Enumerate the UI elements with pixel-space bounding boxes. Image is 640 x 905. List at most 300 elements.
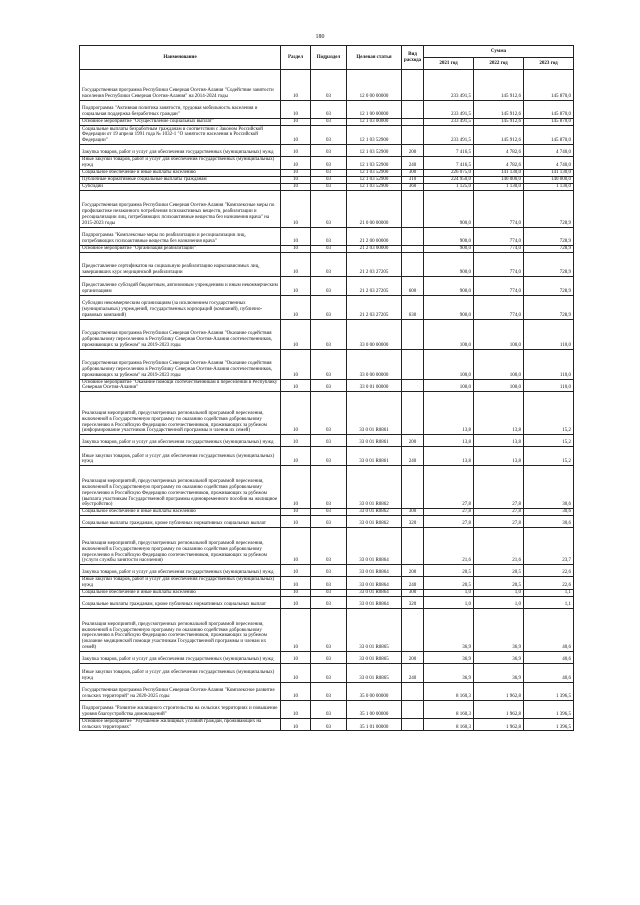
row-sum-2023: 22,6 xyxy=(524,577,574,590)
row-kind: 310 xyxy=(402,176,424,183)
row-sum-2021: 7 416,5 xyxy=(424,157,474,170)
row-kind: 630 xyxy=(402,295,424,319)
row-sum-2023: 40,6 xyxy=(524,608,574,651)
row-target: 21 2 03 27205 xyxy=(347,252,402,276)
row-sum-2022: 1 962,8 xyxy=(474,682,524,700)
row-sum-2022: 140 000,0 xyxy=(474,176,524,183)
row-target: 33 0 01 R0864 xyxy=(347,577,402,590)
row-section: 10 xyxy=(281,682,311,700)
row-sum-2023: 15,2 xyxy=(524,435,574,447)
row-section: 10 xyxy=(281,589,311,596)
row-sum-2021: 27,8 xyxy=(424,466,474,509)
row-sum-2021: 900,0 xyxy=(424,252,474,276)
row-subsection: 03 xyxy=(311,447,347,466)
row-sum-2023: 1,1 xyxy=(524,589,574,596)
row-sum-2022: 774,0 xyxy=(474,227,524,245)
row-target: 12 1 03 52900 xyxy=(347,183,402,190)
table-row xyxy=(80,252,574,276)
row-section: 10 xyxy=(281,227,311,245)
table-row xyxy=(80,663,574,682)
row-sum-2022: 145 912,6 xyxy=(474,101,524,119)
table-row xyxy=(80,145,574,157)
row-name: Государственная программа Республики Северная Осетия-Алания "Оказание содействия добровольному переселению в Республику Северная Осетия-Алания соотечественников, проживающих за рубежом" на 2019-2023 годы xyxy=(80,349,281,379)
row-name: Реализация мероприятий, предусмотренных региональной программой переселения, включенной в Государственную программу по оказанию содействия добровольному переселению в Российскую Федерацию соотечественников, проживающих за рубежом (оказание медицинской помощи участникам Государственной программы и членам их семей) xyxy=(80,608,281,651)
row-section: 10 xyxy=(281,466,311,509)
row-name: Подпрограмма "Комплексные меры по реабилитации и ресоциализации лиц, потребляющих психоактивные вещества без назначения врача" xyxy=(80,227,281,245)
row-name: Реализация мероприятий, предусмотренных региональной программой переселения, включенной в Государственную программу по оказанию содействия добровольному переселению в Российскую Федерацию соотечественников, проживающих за рубежом (услуги службы занятости населения) xyxy=(80,528,281,565)
row-name: Реализация мероприятий, предусмотренных региональной программой переселения, включенной в Государственную программу по оказанию содействия добровольному переселению в Российскую Федерацию соотечественников, проживающих за рубежом (выплата участникам Государственной программы единовременного пособия на жилищное обустройство) xyxy=(80,466,281,509)
row-subsection: 03 xyxy=(311,319,347,349)
row-sum-2023: 1 396,5 xyxy=(524,718,574,731)
row-target: 12 1 03 52900 xyxy=(347,126,402,145)
row-sum-2023: 1,1 xyxy=(524,596,574,608)
table-row xyxy=(80,190,574,227)
table-header xyxy=(80,46,574,70)
row-kind xyxy=(402,682,424,700)
row-subsection: 03 xyxy=(311,169,347,176)
row-kind: 200 xyxy=(402,435,424,447)
row-sum-2023: 728,9 xyxy=(524,252,574,276)
col-2022-header: 2022 год xyxy=(474,58,524,70)
row-target: 33 0 01 R0862 xyxy=(347,509,402,516)
row-target: 33 0 01 R0864 xyxy=(347,596,402,608)
row-kind: 600 xyxy=(402,276,424,295)
row-sum-2023: 40,6 xyxy=(524,663,574,682)
row-section: 10 xyxy=(281,252,311,276)
row-sum-2021: 27,8 xyxy=(424,509,474,516)
row-target: 33 0 01 R0864 xyxy=(347,589,402,596)
row-section: 10 xyxy=(281,276,311,295)
row-sum-2021: 1,0 xyxy=(424,596,474,608)
row-kind xyxy=(402,319,424,349)
row-sum-2022: 13,8 xyxy=(474,392,524,435)
row-subsection: 03 xyxy=(311,126,347,145)
row-target: 33 0 00 00000 xyxy=(347,349,402,379)
row-section: 10 xyxy=(281,126,311,145)
row-subsection: 03 xyxy=(311,700,347,718)
row-target: 35 1 00 00000 xyxy=(347,700,402,718)
row-target: 33 0 01 R0861 xyxy=(347,447,402,466)
table-row xyxy=(80,101,574,119)
row-kind xyxy=(402,126,424,145)
row-name: Субсидии некоммерческим организациям (за исключением государственных (муниципальных) учреждений, государственных корпораций (компаний), публично-правовых компаний) xyxy=(80,295,281,319)
row-kind: 200 xyxy=(402,565,424,577)
row-sum-2023: 145 870,0 xyxy=(524,119,574,126)
row-sum-2023: 110,0 xyxy=(524,349,574,379)
table-row xyxy=(80,718,574,731)
table-row xyxy=(80,447,574,466)
row-kind xyxy=(402,119,424,126)
row-sum-2021: 100,0 xyxy=(424,319,474,349)
row-subsection: 03 xyxy=(311,528,347,565)
row-section: 10 xyxy=(281,608,311,651)
row-subsection: 03 xyxy=(311,190,347,227)
row-sum-2021: 900,0 xyxy=(424,245,474,252)
row-target: 33 0 01 R0865 xyxy=(347,663,402,682)
row-kind: 200 xyxy=(402,651,424,663)
table-row xyxy=(80,466,574,509)
row-target: 33 0 01 R0862 xyxy=(347,516,402,528)
row-sum-2022: 100,0 xyxy=(474,349,524,379)
table-row xyxy=(80,435,574,447)
row-section: 10 xyxy=(281,183,311,190)
row-section: 10 xyxy=(281,119,311,126)
row-sum-2022: 145 912,6 xyxy=(474,70,524,101)
row-sum-2021: 13,8 xyxy=(424,447,474,466)
row-sum-2021: 13,8 xyxy=(424,435,474,447)
row-section: 10 xyxy=(281,718,311,731)
row-sum-2022: 774,0 xyxy=(474,245,524,252)
row-name: Основное мероприятие "Улучшение жилищных условий граждан, проживающих на сельских территориях" xyxy=(80,718,281,731)
row-target: 12 1 03 00000 xyxy=(347,119,402,126)
row-section: 10 xyxy=(281,392,311,435)
row-kind: 200 xyxy=(402,145,424,157)
row-kind: 320 xyxy=(402,596,424,608)
budget-table xyxy=(79,45,574,731)
row-sum-2021: 100,0 xyxy=(424,379,474,392)
row-sum-2022: 145 912,6 xyxy=(474,126,524,145)
row-kind: 240 xyxy=(402,447,424,466)
row-name: Социальное обеспечение и иные выплаты населению xyxy=(80,169,281,176)
row-sum-2023: 1 396,5 xyxy=(524,700,574,718)
row-target: 33 0 01 R0862 xyxy=(347,466,402,509)
row-target: 33 0 01 R0864 xyxy=(347,565,402,577)
row-kind xyxy=(402,190,424,227)
table-row xyxy=(80,295,574,319)
row-sum-2023: 728,9 xyxy=(524,227,574,245)
row-subsection: 03 xyxy=(311,608,347,651)
row-subsection: 03 xyxy=(311,119,347,126)
table-row xyxy=(80,528,574,565)
row-sum-2022: 1 962,8 xyxy=(474,700,524,718)
row-subsection: 03 xyxy=(311,718,347,731)
row-kind: 300 xyxy=(402,509,424,516)
row-sum-2022: 13,8 xyxy=(474,447,524,466)
row-sum-2022: 13,8 xyxy=(474,435,524,447)
row-name: Социальное обеспечение и иные выплаты населению xyxy=(80,589,281,596)
table-row xyxy=(80,349,574,379)
row-name: Иные закупки товаров, работ и услуг для обеспечения государственных (муниципальных) нужд xyxy=(80,663,281,682)
page-number: 180 xyxy=(315,34,325,40)
row-section: 10 xyxy=(281,245,311,252)
row-target: 12 0 00 00000 xyxy=(347,70,402,101)
row-subsection: 03 xyxy=(311,565,347,577)
row-sum-2022: 100,0 xyxy=(474,319,524,349)
row-sum-2022: 21,6 xyxy=(474,528,524,565)
table-row xyxy=(80,379,574,392)
row-section: 10 xyxy=(281,700,311,718)
row-section: 10 xyxy=(281,565,311,577)
table-row xyxy=(80,276,574,295)
row-target: 12 1 03 52900 xyxy=(347,145,402,157)
row-sum-2022: 141 130,0 xyxy=(474,169,524,176)
row-sum-2021: 36,9 xyxy=(424,608,474,651)
row-subsection: 03 xyxy=(311,651,347,663)
col-kind-header: Вид расхода xyxy=(402,46,424,70)
row-sum-2022: 36,9 xyxy=(474,651,524,663)
row-kind xyxy=(402,466,424,509)
row-section: 10 xyxy=(281,663,311,682)
row-sum-2021: 8 160,3 xyxy=(424,700,474,718)
table-row xyxy=(80,319,574,349)
row-subsection: 03 xyxy=(311,245,347,252)
row-kind xyxy=(402,101,424,119)
row-sum-2021: 8 160,3 xyxy=(424,682,474,700)
row-sum-2023: 728,9 xyxy=(524,276,574,295)
row-target: 33 0 01 R0861 xyxy=(347,435,402,447)
row-sum-2021: 20,5 xyxy=(424,565,474,577)
row-sum-2021: 36,9 xyxy=(424,663,474,682)
row-sum-2021: 900,0 xyxy=(424,295,474,319)
row-sum-2021: 233 491,5 xyxy=(424,101,474,119)
row-name: Государственная программа Республики Северная Осетия-Алания "Комплексное развитие сельских территорий" на 2020-2025 годы xyxy=(80,682,281,700)
row-sum-2021: 27,8 xyxy=(424,516,474,528)
row-subsection: 03 xyxy=(311,589,347,596)
row-target: 33 0 01 R0865 xyxy=(347,651,402,663)
row-subsection: 03 xyxy=(311,392,347,435)
row-sum-2023: 30,6 xyxy=(524,466,574,509)
row-sum-2022: 774,0 xyxy=(474,276,524,295)
row-section: 10 xyxy=(281,516,311,528)
row-kind xyxy=(402,718,424,731)
row-kind xyxy=(402,245,424,252)
row-sum-2021: 233 491,5 xyxy=(424,70,474,101)
row-name: Социальные выплаты гражданам, кроме публичных нормативных социальных выплат xyxy=(80,516,281,528)
row-sum-2021: 233 491,5 xyxy=(424,119,474,126)
table-row xyxy=(80,183,574,190)
row-sum-2021: 13,8 xyxy=(424,392,474,435)
row-name: Закупка товаров, работ и услуг для обеспечения государственных (муниципальных) нужд xyxy=(80,435,281,447)
row-name: Закупка товаров, работ и услуг для обеспечения государственных (муниципальных) нужд xyxy=(80,651,281,663)
row-subsection: 03 xyxy=(311,176,347,183)
row-sum-2023: 1 396,5 xyxy=(524,682,574,700)
row-sum-2023: 145 870,0 xyxy=(524,126,574,145)
row-target: 33 0 01 R0861 xyxy=(347,392,402,435)
row-subsection: 03 xyxy=(311,145,347,157)
row-kind xyxy=(402,379,424,392)
row-target: 12 1 03 52900 xyxy=(347,157,402,170)
row-sum-2022: 1 962,8 xyxy=(474,718,524,731)
row-section: 10 xyxy=(281,435,311,447)
row-sum-2023: 728,9 xyxy=(524,295,574,319)
col-target-header: Целевая статья xyxy=(347,46,402,70)
row-sum-2021: 900,0 xyxy=(424,227,474,245)
row-kind xyxy=(402,608,424,651)
row-sum-2022: 774,0 xyxy=(474,190,524,227)
row-subsection: 03 xyxy=(311,682,347,700)
row-kind xyxy=(402,700,424,718)
row-sum-2021: 20,5 xyxy=(424,577,474,590)
row-target: 12 1 03 52900 xyxy=(347,176,402,183)
table-row xyxy=(80,577,574,590)
table-row xyxy=(80,589,574,596)
row-target: 21 2 03 27205 xyxy=(347,295,402,319)
row-kind xyxy=(402,227,424,245)
row-name: Основное мероприятие "Осуществление социальных выплат" xyxy=(80,119,281,126)
row-sum-2021: 7 416,5 xyxy=(424,145,474,157)
row-sum-2021: 226 075,0 xyxy=(424,169,474,176)
row-name: Основное мероприятие "Организация реабилитации" xyxy=(80,245,281,252)
row-sum-2021: 900,0 xyxy=(424,276,474,295)
row-sum-2022: 774,0 xyxy=(474,295,524,319)
row-name: Публичные нормативные социальные выплаты гражданам xyxy=(80,176,281,183)
row-sum-2022: 20,5 xyxy=(474,577,524,590)
row-name: Субсидии xyxy=(80,183,281,190)
col-sum-header: Сумма xyxy=(424,46,574,58)
row-section: 10 xyxy=(281,528,311,565)
row-sum-2021: 224 950,0 xyxy=(424,176,474,183)
row-kind xyxy=(402,528,424,565)
row-subsection: 03 xyxy=(311,435,347,447)
row-sum-2022: 100,0 xyxy=(474,379,524,392)
row-kind xyxy=(402,252,424,276)
row-sum-2022: 36,9 xyxy=(474,663,524,682)
row-sum-2023: 30,6 xyxy=(524,516,574,528)
row-kind xyxy=(402,70,424,101)
row-subsection: 03 xyxy=(311,70,347,101)
row-name: Иные закупки товаров, работ и услуг для обеспечения государственных (муниципальных) нужд xyxy=(80,157,281,170)
row-sum-2022: 145 912,6 xyxy=(474,119,524,126)
row-section: 10 xyxy=(281,596,311,608)
col-section-header: Раздел xyxy=(281,46,311,70)
row-sum-2023: 23,7 xyxy=(524,528,574,565)
row-sum-2023: 110,0 xyxy=(524,379,574,392)
row-name: Иные закупки товаров, работ и услуг для обеспечения государственных (муниципальных) нужд xyxy=(80,577,281,590)
table-row xyxy=(80,651,574,663)
table-row xyxy=(80,227,574,245)
col-2023-header: 2023 год xyxy=(524,58,574,70)
row-kind xyxy=(402,349,424,379)
row-name: Государственная программа Республики Северная Осетия-Алания "Комплексные меры по профилактике незаконного потребления психоактивных веществ, реабилитации и ресоциализации лиц, потребляющих психоактивные вещества без назначения врача" на 2015-2023 годы xyxy=(80,190,281,227)
row-name: Закупка товаров, работ и услуг для обеспечения государственных (муниципальных) нужд xyxy=(80,565,281,577)
table-row xyxy=(80,596,574,608)
row-sum-2022: 27,8 xyxy=(474,509,524,516)
row-sum-2023: 15,2 xyxy=(524,447,574,466)
row-name: Реализация мероприятий, предусмотренных региональной программой переселения, включенной в Государственную программу по оказанию содействия добровольному переселению в Российскую Федерацию соотечественников, проживающих за рубежом (информирование участников Государственной программы и членов их семей) xyxy=(80,392,281,435)
row-name: Иные закупки товаров, работ и услуг для обеспечения государственных (муниципальных) нужд xyxy=(80,447,281,466)
row-kind: 360 xyxy=(402,183,424,190)
row-sum-2022: 4 782,6 xyxy=(474,145,524,157)
row-sum-2021: 1,0 xyxy=(424,589,474,596)
row-target: 21 2 03 00000 xyxy=(347,245,402,252)
row-section: 10 xyxy=(281,176,311,183)
table-body xyxy=(80,70,574,731)
row-subsection: 03 xyxy=(311,663,347,682)
row-sum-2021: 21,6 xyxy=(424,528,474,565)
row-subsection: 03 xyxy=(311,252,347,276)
row-sum-2023: 4 740,0 xyxy=(524,145,574,157)
table-row xyxy=(80,700,574,718)
row-kind: 300 xyxy=(402,169,424,176)
table-row xyxy=(80,392,574,435)
table-row xyxy=(80,682,574,700)
row-target: 35 0 00 00000 xyxy=(347,682,402,700)
table-row xyxy=(80,126,574,145)
row-section: 10 xyxy=(281,169,311,176)
row-kind: 320 xyxy=(402,516,424,528)
row-kind: 240 xyxy=(402,157,424,170)
row-section: 10 xyxy=(281,145,311,157)
row-section: 10 xyxy=(281,295,311,319)
row-sum-2023: 22,6 xyxy=(524,565,574,577)
row-kind: 300 xyxy=(402,589,424,596)
row-section: 10 xyxy=(281,509,311,516)
row-sum-2022: 4 782,6 xyxy=(474,157,524,170)
row-name: Предоставление субсидий бюджетным, автономным учреждениям и иным некоммерческим организациям xyxy=(80,276,281,295)
row-name: Подпрограмма "Активная политика занятости, трудовая мобильность населения и социальная поддержка безработных граждан" xyxy=(80,101,281,119)
table-row xyxy=(80,119,574,126)
row-sum-2022: 27,8 xyxy=(474,516,524,528)
row-sum-2021: 8 160,3 xyxy=(424,718,474,731)
table-row xyxy=(80,509,574,516)
row-sum-2022: 774,0 xyxy=(474,252,524,276)
col-subsection-header: Подраздел xyxy=(311,46,347,70)
row-sum-2022: 1,0 xyxy=(474,589,524,596)
row-sum-2023: 145 870,0 xyxy=(524,101,574,119)
row-name: Социальные выплаты гражданам, кроме публичных нормативных социальных выплат xyxy=(80,596,281,608)
row-kind: 240 xyxy=(402,663,424,682)
row-target: 12 1 00 00000 xyxy=(347,101,402,119)
row-section: 10 xyxy=(281,349,311,379)
table-row xyxy=(80,608,574,651)
row-section: 10 xyxy=(281,577,311,590)
row-name: Основное мероприятие "Оказание помощи соотечественникам в переселении в Республику Северная Осетия-Алания" xyxy=(80,379,281,392)
table-row xyxy=(80,516,574,528)
row-sum-2023: 110,0 xyxy=(524,319,574,349)
row-section: 10 xyxy=(281,101,311,119)
row-section: 10 xyxy=(281,651,311,663)
row-subsection: 03 xyxy=(311,466,347,509)
row-target: 33 0 01 R0865 xyxy=(347,608,402,651)
row-section: 10 xyxy=(281,157,311,170)
row-sum-2021: 900,0 xyxy=(424,190,474,227)
row-sum-2023: 4 740,0 xyxy=(524,157,574,170)
row-target: 21 0 00 00000 xyxy=(347,190,402,227)
row-subsection: 03 xyxy=(311,596,347,608)
row-sum-2023: 145 870,0 xyxy=(524,70,574,101)
row-name: Социальные выплаты безработным гражданам в соответствии с Законом Российской Федерации от 19 апреля 1991 года № 1032-1 "О занятости населения в Российской Федерации" xyxy=(80,126,281,145)
col-name-header: Наименование xyxy=(80,46,281,70)
row-sum-2022: 1,0 xyxy=(474,596,524,608)
table-row xyxy=(80,70,574,101)
row-section: 10 xyxy=(281,447,311,466)
row-sum-2023: 1 130,0 xyxy=(524,183,574,190)
row-sum-2023: 728,9 xyxy=(524,245,574,252)
row-sum-2023: 30,6 xyxy=(524,509,574,516)
row-subsection: 03 xyxy=(311,516,347,528)
row-name: Закупка товаров, работ и услуг для обеспечения государственных (муниципальных) нужд xyxy=(80,145,281,157)
row-target: 12 1 03 52900 xyxy=(347,169,402,176)
row-subsection: 03 xyxy=(311,379,347,392)
row-sum-2021: 36,9 xyxy=(424,651,474,663)
row-kind xyxy=(402,392,424,435)
row-sum-2021: 1 125,0 xyxy=(424,183,474,190)
row-sum-2023: 15,2 xyxy=(524,392,574,435)
row-section: 10 xyxy=(281,319,311,349)
row-subsection: 03 xyxy=(311,183,347,190)
table-row xyxy=(80,157,574,170)
row-subsection: 03 xyxy=(311,157,347,170)
row-section: 10 xyxy=(281,190,311,227)
row-target: 33 0 00 00000 xyxy=(347,319,402,349)
table-row xyxy=(80,176,574,183)
table-row xyxy=(80,169,574,176)
row-subsection: 03 xyxy=(311,509,347,516)
row-subsection: 03 xyxy=(311,101,347,119)
row-name: Предоставление сертификатов на социальную реабилитацию наркозависимых лиц, завершивших курс медицинской реабилитации xyxy=(80,252,281,276)
row-section: 10 xyxy=(281,379,311,392)
row-name: Государственная программа Республики Северная Осетия-Алания "Содействие занятости населения Республики Северная Осетия-Алания" на 2014-2024 годы xyxy=(80,70,281,101)
